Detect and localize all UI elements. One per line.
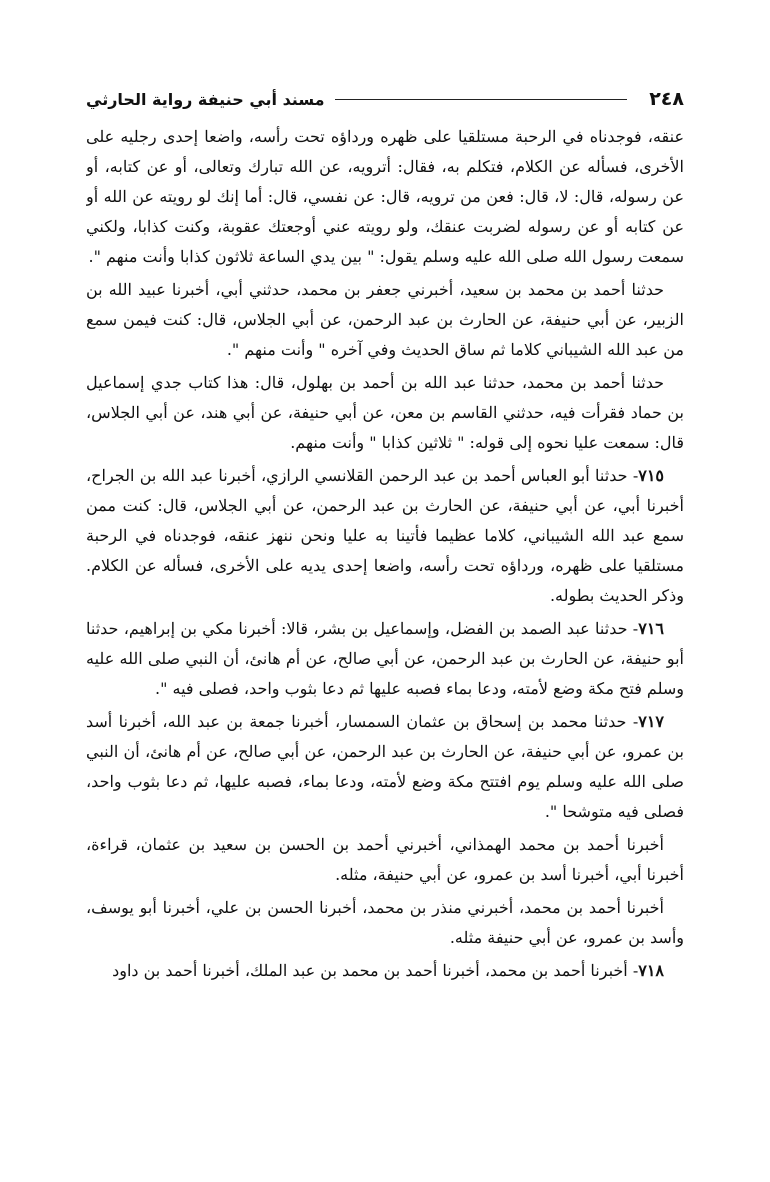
paragraph xyxy=(86,830,684,890)
paragraph-text: حدثنا أحمد بن محمد بن سعيد، أخبرني جعفر بن محمد، حدثني أبي، أخبرنا عبيد الله بن الزبير، عن أبي حنيفة، عن الحارث بن عبد الرحمن، عن أبي الجلاس، قال: كنت فيمن سمع من عبد الله الشيباني كلاما ثم ساق الحديث وفي آخره " وأنت منهم ". xyxy=(86,280,684,359)
hadith-number: ٧١٥ xyxy=(638,466,664,485)
paragraph-text: - حدثنا عبد الصمد بن الفضل، وإسماعيل بن بشر، قالا: أخبرنا مكي بن إبراهيم، حدثنا أبو حنيفة، عن الحارث بن عبد الرحمن، عن أبي صالح، عن أم هانئ، أن النبي صلى الله عليه وسلم فتح مكة وضع لأمته، ودعا بماء فصبه عليها ثم دعا بثوب واحد، فصلى فيه ". xyxy=(86,619,684,698)
hadith-number: ٧١٨ xyxy=(638,961,664,980)
hadith-number: ٧١٦ xyxy=(638,619,664,638)
hadith-number: ٧١٧ xyxy=(638,712,664,731)
paragraph-text: - حدثنا أبو العباس أحمد بن عبد الرحمن القلانسي الرازي، أخبرنا عبد الله بن الجراح، أخبرنا أبي، عن أبي حنيفة، عن الحارث بن عبد الرحمن، عن أبي الجلاس، قال: كنت ممن سمع عبد الله الشيباني، كلاما عظيما فأتينا به عليا ونحن ننهز عنقه، فوجدناه في الرحبة مستلقيا على ظهره، ورداؤه تحت رأسه، واضعا إحدى يديه على الأخرى، فسأله عن الكلام. وذكر الحديث بطوله. xyxy=(86,466,684,605)
paragraph xyxy=(86,368,684,458)
paragraph-text: - أخبرنا أحمد بن محمد، أخبرنا أحمد بن محمد بن عبد الملك، أخبرنا أحمد بن داود xyxy=(112,961,639,980)
paragraph-text: حدثنا أحمد بن محمد، حدثنا عبد الله بن أحمد بن بهلول، قال: هذا كتاب جدي إسماعيل بن حماد فقرأت فيه، حدثني القاسم بن معن، عن أبي حنيفة، عن أبي هند، عن أبي الجلاس، قال: سمعت عليا نحوه إلى قوله: " ثلاثين كذابا " وأنت منهم. xyxy=(86,373,684,452)
paragraph xyxy=(86,614,684,704)
paragraph-text: أخبرنا أحمد بن محمد الهمذاني، أخبرني أحمد بن الحسن بن سعيد بن عثمان، قراءة، أخبرنا أبي، أخبرنا أسد بن عمرو، عن أبي حنيفة، مثله. xyxy=(86,835,684,884)
paragraph-text: عنقه، فوجدناه في الرحبة مستلقيا على ظهره ورداؤه تحت رأسه، واضعا إحدى رجليه على الأخرى، فسأله عن الكلام، فتكلم به، فقال: أترويه، عن الله تبارك وتعالى، أو عن كتابه، أو عن رسوله، قال: لا، قال: فعن من ترويه، قال: عن نفسي، قال: أما إنك لو رويته عن الله أو عن كتابه أو عن رسوله لضربت عنقك، ولو رويته عني أوجعتك عقوبة، وكنت كذابا، ولكني سمعت رسول الله صلى الله عليه وسلم يقول: " بين يدي الساعة ثلاثون كذابا وأنت منهم ". xyxy=(86,127,684,266)
page-number: ٢٤٨ xyxy=(649,88,684,110)
paragraph xyxy=(86,122,684,272)
paragraph xyxy=(86,893,684,953)
paragraph-text: أخبرنا أحمد بن محمد، أخبرني منذر بن محمد، أخبرنا الحسن بن علي، أخبرنا أبو يوسف، وأسد بن عمرو، عن أبي حنيفة مثله. xyxy=(86,898,684,947)
running-title: مسند أبي حنيفة رواية الحارثي xyxy=(86,89,325,109)
header-rule xyxy=(335,99,628,100)
paragraph xyxy=(86,461,684,611)
paragraph xyxy=(86,956,684,986)
paragraph xyxy=(86,275,684,365)
paragraph-text: - حدثنا محمد بن إسحاق بن عثمان السمسار، أخبرنا جمعة بن عبد الله، أخبرنا أسد بن عمرو، عن أبي حنيفة، عن الحارث بن عبد الرحمن، عن أبي صالح، عن أم هانئ، أن النبي صلى الله عليه وسلم يوم افتتح مكة وضع لأمته، ودعا بماء، فصبه عليها، ثم دعا بثوب واحد، فصلى فيه متوشحا ". xyxy=(86,712,684,821)
body-text xyxy=(86,122,684,1122)
paragraph xyxy=(86,707,684,827)
page-header xyxy=(86,82,684,116)
